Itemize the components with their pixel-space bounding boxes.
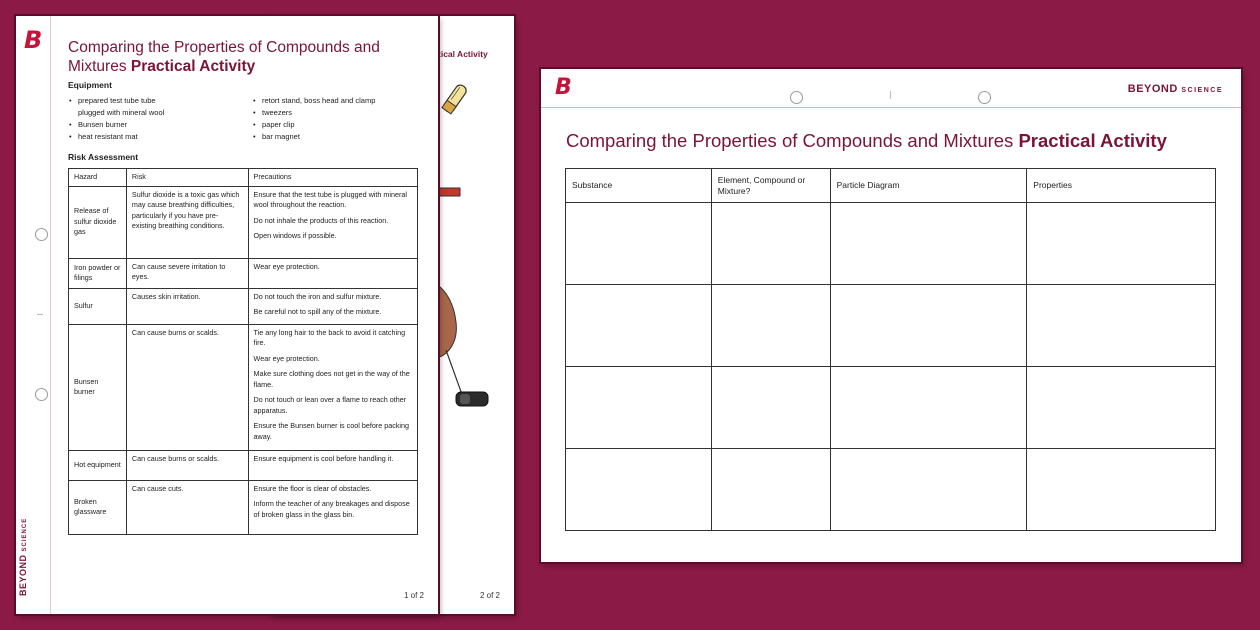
punch-hole [35, 228, 48, 241]
logo-icon: B [555, 75, 572, 100]
clamp-illustration [436, 184, 466, 202]
table-header-row [566, 169, 1216, 203]
precautions-cell: Do not touch the iron and sulfur mixture. Be careful not to spill any of the mixture. [248, 288, 417, 324]
table-row [566, 367, 1216, 449]
hazard-cell: Hot equipment [69, 450, 127, 480]
punch-hole [35, 388, 48, 401]
risk-cell: Can cause cuts. [126, 480, 248, 534]
precautions-cell: Tie any long hair to the back to avoid it catching fire. Wear eye protection. Make sure clothing does not get in the way of the flame. Do not touch or lean over a flame to reach other apparatus. Ensure the Bunsen burner is cool before packing away. [248, 324, 417, 450]
page2-title-fragment: tical Activity [438, 49, 488, 59]
hazard-cell: Bunsen burner [69, 324, 127, 450]
hazard-cell: Broken glassware [69, 480, 127, 534]
risk-cell: Can cause burns or scalds. [126, 450, 248, 480]
precautions-cell: Ensure equipment is cool before handling it. [248, 450, 417, 480]
table-row [69, 258, 418, 288]
equipment-heading: Equipment [68, 80, 112, 90]
risk-cell: Sulfur dioxide is a toxic gas which may cause breathing difficulties, particularly if you have pre-existing breathing conditions. [126, 186, 248, 258]
fold-mark [37, 314, 43, 315]
blank-cell[interactable] [711, 449, 830, 531]
list-item: • bar magnet [252, 131, 432, 143]
page-title: Comparing the Properties of Compounds and Mixtures Practical Activity [68, 39, 380, 75]
brand-logo-vertical: BEYOND SCIENCE [18, 517, 28, 596]
column-header-particle-diagram: Particle Diagram [830, 169, 1027, 203]
column-header-precautions: Precautions [248, 169, 417, 187]
blank-cell[interactable] [1027, 449, 1216, 531]
blank-cell[interactable] [830, 203, 1027, 285]
page-number: 1 of 2 [403, 591, 424, 600]
blank-cell[interactable] [1027, 285, 1216, 367]
table-header-row [69, 169, 418, 187]
column-header-substance: Substance [566, 169, 712, 203]
blank-cell[interactable] [711, 285, 830, 367]
blank-cell[interactable] [566, 203, 712, 285]
table-row [69, 480, 418, 534]
blank-cell[interactable] [566, 367, 712, 449]
substance-table [565, 168, 1216, 531]
sheet-header-bar [541, 69, 1241, 108]
precautions-cell: Ensure that the test tube is plugged with mineral wool throughout the reaction. Do not inhale the products of this reaction. Open windows if possible. [248, 186, 417, 258]
column-header-hazard: Hazard [69, 169, 127, 187]
list-item: • tweezers [252, 107, 432, 119]
column-header-risk: Risk [126, 169, 248, 187]
list-item: • paper clip [252, 119, 432, 131]
blank-cell[interactable] [830, 285, 1027, 367]
blank-cell[interactable] [1027, 203, 1216, 285]
blank-cell[interactable] [711, 203, 830, 285]
risk-assessment-table [68, 168, 418, 535]
table-row [69, 450, 418, 480]
hazard-cell: Release of sulfur dioxide gas [69, 186, 127, 258]
table-row [566, 449, 1216, 531]
table-row [566, 203, 1216, 285]
hand-tweezers-illustration [436, 278, 498, 428]
fold-mark [890, 91, 891, 99]
column-header-properties: Properties [1027, 169, 1216, 203]
column-header-classification: Element, Compound or Mixture? [711, 169, 830, 203]
table-row [566, 285, 1216, 367]
list-item: • prepared test tube tube plugged with mineral wool [68, 95, 243, 119]
table-row [69, 186, 418, 258]
hazard-cell: Iron powder or filings [69, 258, 127, 288]
risk-cell: Causes skin irritation. [126, 288, 248, 324]
punch-hole [790, 91, 803, 104]
table-row [69, 324, 418, 450]
risk-cell: Can cause severe irritation to eyes. [126, 258, 248, 288]
page-spine [16, 16, 51, 614]
worksheet-table-sheet [541, 69, 1241, 562]
blank-cell[interactable] [566, 285, 712, 367]
worksheet-page-1 [16, 16, 438, 614]
blank-cell[interactable] [830, 449, 1027, 531]
brand-logo: BEYOND SCIENCE [1127, 83, 1223, 95]
page-number: 2 of 2 [479, 591, 500, 600]
precautions-cell: Ensure the floor is clear of obstacles. Inform the teacher of any breakages and dispose of broken glass in the glass bin. [248, 480, 417, 534]
risk-cell: Can cause burns or scalds. [126, 324, 248, 450]
equipment-list-right [252, 95, 432, 143]
hazard-cell: Sulfur [69, 288, 127, 324]
blank-cell[interactable] [830, 367, 1027, 449]
logo-icon: B [24, 26, 43, 54]
risk-assessment-heading: Risk Assessment [68, 152, 139, 162]
sheet-title: Comparing the Properties of Compounds and Mixtures Practical Activity [566, 130, 1167, 151]
punch-hole [978, 91, 991, 104]
test-tube-illustration [436, 78, 476, 118]
list-item: • Bunsen burner [68, 119, 243, 131]
list-item: • heat resistant mat [68, 131, 243, 143]
blank-cell[interactable] [566, 449, 712, 531]
list-item: • retort stand, boss head and clamp [252, 95, 432, 107]
blank-cell[interactable] [711, 367, 830, 449]
equipment-list-left [68, 95, 243, 143]
table-row [69, 288, 418, 324]
precautions-cell: Wear eye protection. [248, 258, 417, 288]
blank-cell[interactable] [1027, 367, 1216, 449]
